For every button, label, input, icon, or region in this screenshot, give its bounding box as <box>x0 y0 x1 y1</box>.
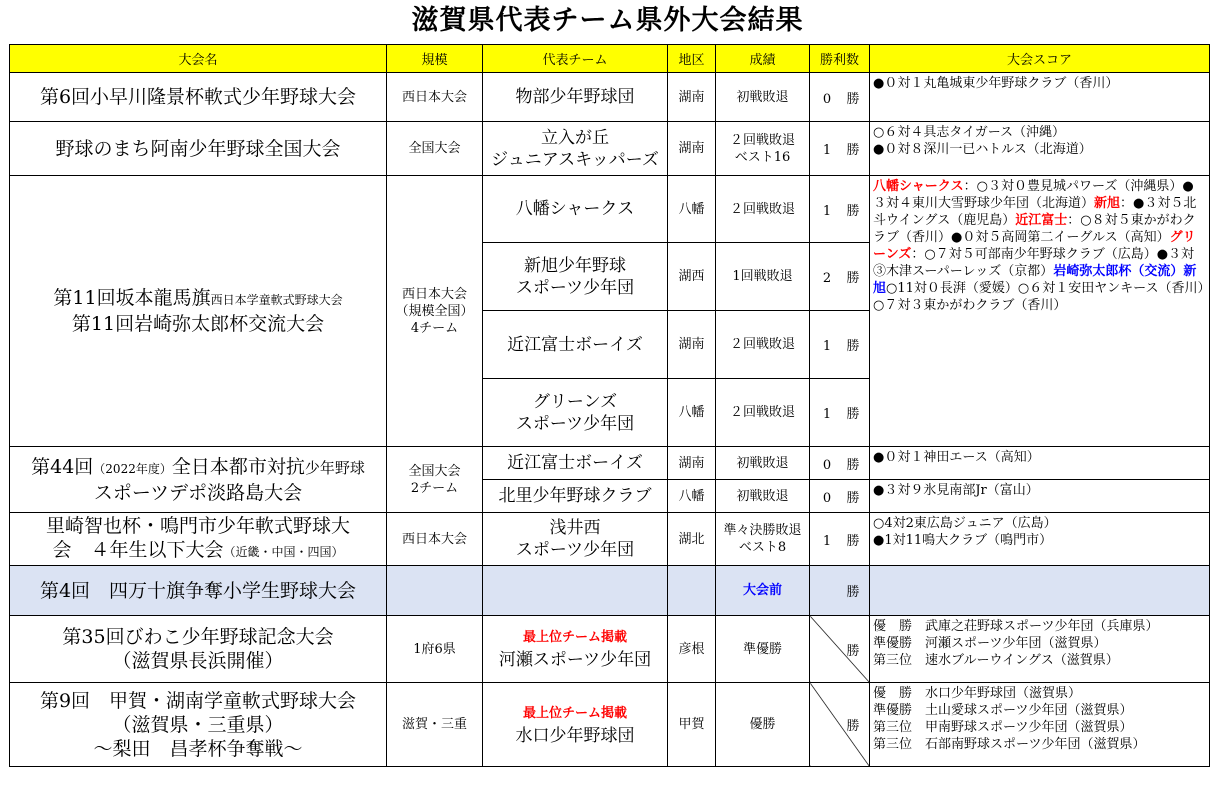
score-line: ：●３対５北斗ウイングス（鹿児島） <box>873 196 1197 228</box>
team-name-line: 新旭少年野球 <box>524 255 626 276</box>
team-cell: 八幡シャークス <box>483 176 668 243</box>
district-cell: 八幡 <box>668 176 716 243</box>
result-cell: 初戦敗退 <box>716 447 810 480</box>
tournament-name <box>10 683 387 767</box>
scale-line: 4チーム <box>410 320 459 336</box>
score-line: 第三位 甲南野球スポーツ少年団（滋賀県） <box>873 720 1133 735</box>
score-line: 優 勝 水口少年野球団（滋賀県） <box>873 686 1082 701</box>
wins-suffix: 勝 <box>846 719 860 734</box>
header-row <box>10 45 1210 73</box>
district-cell: 八幡 <box>668 480 716 513</box>
header-tournament: 大会名 <box>10 45 387 73</box>
top-team-note: 最上位チーム掲載 <box>522 630 627 645</box>
wins-count: 1 <box>822 143 832 158</box>
wins-cell <box>810 683 870 767</box>
wins-count: 0 <box>822 91 832 107</box>
team-cell <box>483 566 668 616</box>
tournament-line: 会 ４年生以下大会 <box>52 539 224 561</box>
wins-suffix: 勝 <box>846 585 860 600</box>
team-name-line: 水口少年野球団 <box>515 725 635 746</box>
wins-cell <box>810 243 870 311</box>
wins-suffix: 勝 <box>846 457 860 473</box>
wins-suffix: 勝 <box>846 533 860 549</box>
district-cell: 湖北 <box>668 513 716 566</box>
tournament-line: スポーツデポ淡路島大会 <box>93 481 303 504</box>
table-row <box>10 683 1210 767</box>
tournament-name <box>10 616 387 683</box>
score-line: 準優勝 河瀬スポーツ少年団（滋賀県） <box>873 636 1107 651</box>
score-line: 第三位 石部南野球スポーツ少年団（滋賀県） <box>873 737 1146 752</box>
team-cell <box>483 379 668 447</box>
result-line: ２回戦敗退 <box>729 132 795 148</box>
tournament-line: 第11回坂本龍馬旗 <box>53 287 211 309</box>
result-cell: 優勝 <box>716 683 810 767</box>
wins-count: 1 <box>822 407 832 422</box>
tournament-line: （滋賀県・三重県） <box>112 713 284 736</box>
wins-cell <box>810 122 870 176</box>
tournament-name: 第4回 四万十旗争奪小学生野球大会 <box>10 566 387 616</box>
wins-suffix: 勝 <box>846 143 860 158</box>
table-row <box>10 566 1210 616</box>
scale-cell: 西日本大会 <box>387 73 483 122</box>
district-cell: 八幡 <box>668 379 716 447</box>
exchange-highlight: 岩崎弥太郎杯（交流）新旭 <box>873 264 1197 296</box>
tournament-line: 里崎智也杯・鳴門市少年軟式野球大 <box>45 515 350 537</box>
wins-cell <box>810 513 870 566</box>
score-line: ○11対０長湃（愛媛）○６対１安田ヤンキース（香川）○７対３東かがわクラブ（香川） <box>873 281 1204 313</box>
score-line: ●０対８深川一已ハトルス（北海道） <box>873 142 1092 157</box>
wins-suffix: 勝 <box>846 643 860 659</box>
table-row <box>10 513 1210 566</box>
team-cell <box>483 513 668 566</box>
team-cell: 近江富士ボーイズ <box>483 311 668 379</box>
team-cell <box>483 122 668 176</box>
wins-count: 0 <box>822 490 832 506</box>
tournament-line: 全日本都市対抗 <box>171 455 305 478</box>
score-cell <box>870 616 1210 683</box>
district-cell: 湖西 <box>668 243 716 311</box>
score-cell: ●０対１丸亀城東少年野球クラブ（香川） <box>870 73 1210 122</box>
tournament-line: 第35回びわこ少年野球記念大会 <box>62 626 334 648</box>
score-cell <box>870 566 1210 616</box>
score-cell: ●３対９氷見南部Jr（富山） <box>870 480 1210 513</box>
scale-cell <box>387 566 483 616</box>
scale-cell: 西日本大会 <box>387 513 483 566</box>
result-cell: ２回戦敗退 <box>716 311 810 379</box>
result-cell: 1回戦敗退 <box>716 243 810 311</box>
score-line: ：○７対５可部南少年野球クラブ（広島）●３対③木津スーパーレッズ（京都） <box>873 247 1195 279</box>
team-name-line: スポーツ少年団 <box>515 413 635 434</box>
header-wins: 勝利数 <box>810 45 870 73</box>
table-row <box>10 616 1210 683</box>
score-cell <box>870 683 1210 767</box>
wins-cell <box>810 616 870 683</box>
team-cell: 北里少年野球クラブ <box>483 480 668 513</box>
header-district: 地区 <box>668 45 716 73</box>
table-row <box>10 176 1210 243</box>
scale-cell: 全国大会 <box>387 122 483 176</box>
tournament-subtitle: 西日本学童軟式野球大会 <box>210 293 343 307</box>
score-line: ：○３対０豊見城パワーズ（沖縄県）●３対４東川大雪野球少年団（北海道） <box>873 179 1194 211</box>
tournament-subtitle: （2022年度） <box>93 461 172 476</box>
wins-cell <box>810 480 870 513</box>
tournament-line: （滋賀県長浜開催） <box>112 650 284 672</box>
wins-count: 2 <box>822 271 832 286</box>
tournament-line: 第44回 <box>31 455 94 478</box>
wins-count: 1 <box>822 339 832 354</box>
top-team-note: 最上位チーム掲載 <box>522 705 627 721</box>
score-line: 第三位 速水ブルーウイングス（滋賀県） <box>873 653 1119 668</box>
wins-cell <box>810 379 870 447</box>
tournament-subtitle: （近畿・中国・四国） <box>223 545 344 559</box>
header-score: 大会スコア <box>870 45 1210 73</box>
scale-line: 2チーム <box>410 480 459 496</box>
score-line: 優 勝 武庫之荘野球スポーツ少年団（兵庫県） <box>873 619 1159 634</box>
tournament-name: 第6回小早川隆景杯軟式少年野球大会 <box>10 73 387 122</box>
header-result: 成績 <box>716 45 810 73</box>
team-highlight: 八幡シャークス <box>873 179 964 194</box>
district-cell <box>668 566 716 616</box>
wins-count: 1 <box>822 203 832 219</box>
team-name-line: スポーツ少年団 <box>515 540 635 560</box>
district-cell: 湖南 <box>668 73 716 122</box>
wins-suffix: 勝 <box>846 339 860 354</box>
header-scale: 規模 <box>387 45 483 73</box>
scale-line: （規模全国） <box>395 303 474 319</box>
wins-count: 0 <box>822 457 832 473</box>
team-name-line: 立入が丘 <box>541 127 609 148</box>
result-cell: 準優勝 <box>716 616 810 683</box>
tournament-line: 第9回 甲賀・湖南学童軟式野球大会 <box>39 689 357 712</box>
tournament-line: 第11回岩崎弥太郎杯交流大会 <box>71 313 325 335</box>
scale-line: 西日本大会 <box>401 286 467 302</box>
tournament-name <box>10 513 387 566</box>
table-row <box>10 122 1210 176</box>
district-cell: 湖南 <box>668 311 716 379</box>
score-cell: ●０対１神田エース（高知） <box>870 447 1210 480</box>
result-line: ベスト8 <box>738 540 787 555</box>
result-cell: ２回戦敗退 <box>716 379 810 447</box>
page-title: 滋賀県代表チーム県外大会結果 <box>411 5 804 36</box>
score-line: ●1対11鳴大クラブ（鳴門市） <box>873 533 1053 548</box>
district-cell: 湖南 <box>668 122 716 176</box>
score-cell <box>870 513 1210 566</box>
tournament-name <box>10 176 387 447</box>
scale-cell: 1府6県 <box>387 616 483 683</box>
team-name-line: 河瀬スポーツ少年団 <box>498 650 652 670</box>
wins-suffix: 勝 <box>846 203 860 219</box>
tournament-subtitle: 少年野球 <box>304 458 365 477</box>
result-cell: 初戦敗退 <box>716 73 810 122</box>
wins-cell <box>810 566 870 616</box>
team-name-line: 浅井西 <box>549 518 601 538</box>
wins-suffix: 勝 <box>846 271 860 286</box>
result-line: ベスト16 <box>734 149 791 165</box>
team-name-line: グリーンズ <box>532 391 618 412</box>
team-cell <box>483 616 668 683</box>
score-line: ○4対2東広島ジュニア（広島） <box>873 516 1057 531</box>
results-table <box>9 44 1210 767</box>
score-cell <box>870 176 1210 447</box>
team-highlight: 近江富士 <box>1015 213 1068 228</box>
wins-count: 1 <box>822 533 832 549</box>
result-cell: 大会前 <box>716 566 810 616</box>
team-highlight: グリーンズ <box>873 230 1196 262</box>
scale-cell <box>387 176 483 447</box>
district-cell: 湖南 <box>668 447 716 480</box>
team-cell: 近江富士ボーイズ <box>483 447 668 480</box>
score-line: ○６対４具志タイガース（沖縄） <box>873 125 1066 140</box>
wins-cell <box>810 176 870 243</box>
result-line: 準々決勝敗退 <box>723 523 802 538</box>
team-cell <box>483 683 668 767</box>
tournament-name: 野球のまち阿南少年野球全国大会 <box>10 122 387 176</box>
wins-cell <box>810 447 870 480</box>
team-name-line: スポーツ少年団 <box>515 277 635 298</box>
team-cell <box>483 243 668 311</box>
result-cell <box>716 513 810 566</box>
header-team: 代表チーム <box>483 45 668 73</box>
scale-line: 全国大会 <box>408 463 461 479</box>
tournament-name <box>10 447 387 513</box>
result-cell: ２回戦敗退 <box>716 176 810 243</box>
score-cell <box>870 122 1210 176</box>
result-cell <box>716 122 810 176</box>
scale-cell: 滋賀・三重 <box>387 683 483 767</box>
wins-suffix: 勝 <box>846 91 860 107</box>
table-row <box>10 447 1210 480</box>
team-name-line: ジュニアスキッパーズ <box>491 149 659 170</box>
district-cell: 彦根 <box>668 616 716 683</box>
team-cell: 物部少年野球団 <box>483 73 668 122</box>
team-highlight: 新旭 <box>1094 196 1121 211</box>
table-row <box>10 73 1210 122</box>
scale-cell <box>387 447 483 513</box>
score-line: ：○８対５東かがわクラブ（香川）●０対５高岡第二イーグルス（高知） <box>873 213 1196 245</box>
wins-suffix: 勝 <box>846 407 860 422</box>
wins-cell <box>810 311 870 379</box>
wins-cell <box>810 73 870 122</box>
wins-suffix: 勝 <box>846 490 860 506</box>
score-line: 準優勝 土山愛球スポーツ少年団（滋賀県） <box>873 703 1133 718</box>
district-cell: 甲賀 <box>668 683 716 767</box>
result-cell: 初戦敗退 <box>716 480 810 513</box>
tournament-line: ～梨田 昌孝杯争奪戦～ <box>93 737 303 760</box>
